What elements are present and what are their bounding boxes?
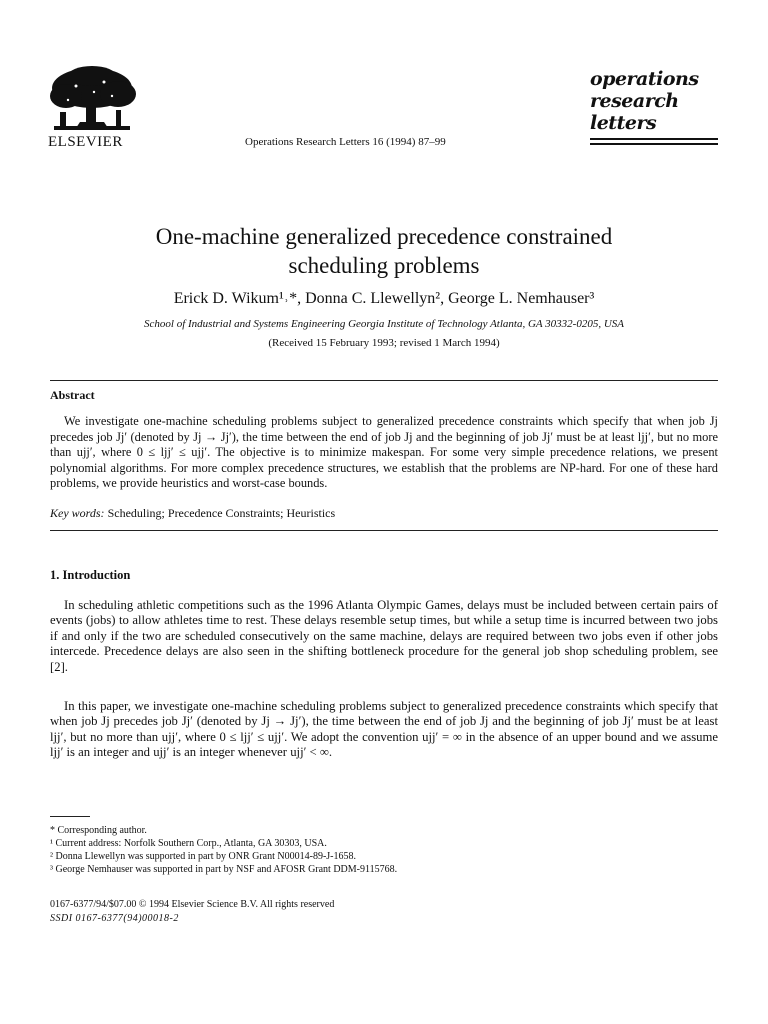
footnote-corresponding: * Corresponding author.	[50, 825, 147, 836]
journal-word-2: research	[590, 90, 679, 112]
copyright-block	[50, 898, 334, 926]
section-heading-introduction: 1. Introduction	[50, 568, 131, 582]
abstract-top-rule	[50, 380, 718, 381]
keywords-list: Scheduling; Precedence Constraints; Heuristics	[107, 506, 336, 520]
affiliation: School of Industrial and Systems Engineering Georgia Institute of Technology Atlanta, GA 30332-0205, USA	[144, 318, 624, 330]
received-dates: (Received 15 February 1993; revised 1 March 1994)	[268, 337, 500, 349]
footnotes	[50, 824, 397, 876]
footnote-1: ¹ Current address: Norfolk Southern Corp., Atlanta, GA 30303, USA.	[50, 838, 327, 849]
journal-rule	[590, 138, 718, 140]
keywords-label: Key words:	[50, 506, 105, 520]
intro-paragraph-2: In this paper, we investigate one-machine scheduling problems subject to generalized precedence constraints which specify that when job Jj precedes job Jj′ (denoted by Jj → Jj′), the time between the end of job Jj and the beginning of job Jj′ must be at least ljj′, but no more than ujj′, where 0 ≤ ljj′ ≤ ujj′. We adopt the convention ujj′ = ∞ in the absence of an upper bound and we assume ljj′ is an integer and ujj′ is an integer whenever ujj′ < ∞.	[50, 699, 718, 760]
footnote-rule	[50, 816, 90, 817]
abstract-bottom-rule	[50, 530, 718, 531]
title-line-2: scheduling problems	[288, 253, 480, 278]
title-line-1: One-machine generalized precedence constrained	[155, 224, 613, 249]
journal-logo	[590, 68, 718, 145]
abstract-heading: Abstract	[50, 388, 95, 402]
copyright-line: 0167-6377/94/$07.00 © 1994 Elsevier Science B.V. All rights reserved	[50, 899, 335, 910]
journal-citation: Operations Research Letters 16 (1994) 87–99	[245, 136, 446, 148]
article-title	[0, 222, 768, 280]
intro-paragraph-1: In scheduling athletic competitions such as the 1996 Atlanta Olympic Games, delays must be included between certain pairs of events (jobs) to allow athletes time to rest. These delays resemble setup times, but while a setup time is incurred between two jobs if and only if the two are scheduled consecutively on the same machine, delays are required between two jobs even if other jobs intercede. Precedence delays are also seen in the shifting bottleneck procedure for the general job shop scheduling problem, see [2].	[50, 598, 718, 674]
abstract-text: We investigate one-machine scheduling problems subject to generalized precedence constraints which specify that when job Jj precedes job Jj′ (denoted by Jj → Jj′), the time between the end of job Jj and the beginning of job Jj′ must be at least ljj′, but no more than ujj′, where 0 ≤ ljj′ ≤ ujj′. The objective is to minimize makespan. For some very simple precedence relations, we present polynomial algorithms. For more complex precedence structures, we establish that the problems are NP-hard. For one of these hard problems, we provide heuristics and worst-case bounds.	[50, 414, 718, 490]
keywords	[50, 506, 335, 521]
authors: Erick D. Wikum¹˒*, Donna C. Llewellyn², George L. Nemhauser³	[173, 290, 595, 307]
footnote-2: ² Donna Llewellyn was supported in part by ONR Grant N00014-89-J-1658.	[50, 851, 357, 862]
ssdi-line: SSDI 0167-6377(94)00018-2	[50, 913, 179, 924]
publisher-name: ELSEVIER	[48, 134, 123, 150]
journal-rule-2	[590, 143, 718, 145]
footnote-3: ³ George Nemhauser was supported in part by NSF and AFOSR Grant DDM-9115768.	[50, 864, 398, 875]
elsevier-tree-logo	[46, 66, 138, 136]
journal-word-3: letters	[590, 112, 657, 134]
journal-word-1: operations	[590, 68, 699, 90]
